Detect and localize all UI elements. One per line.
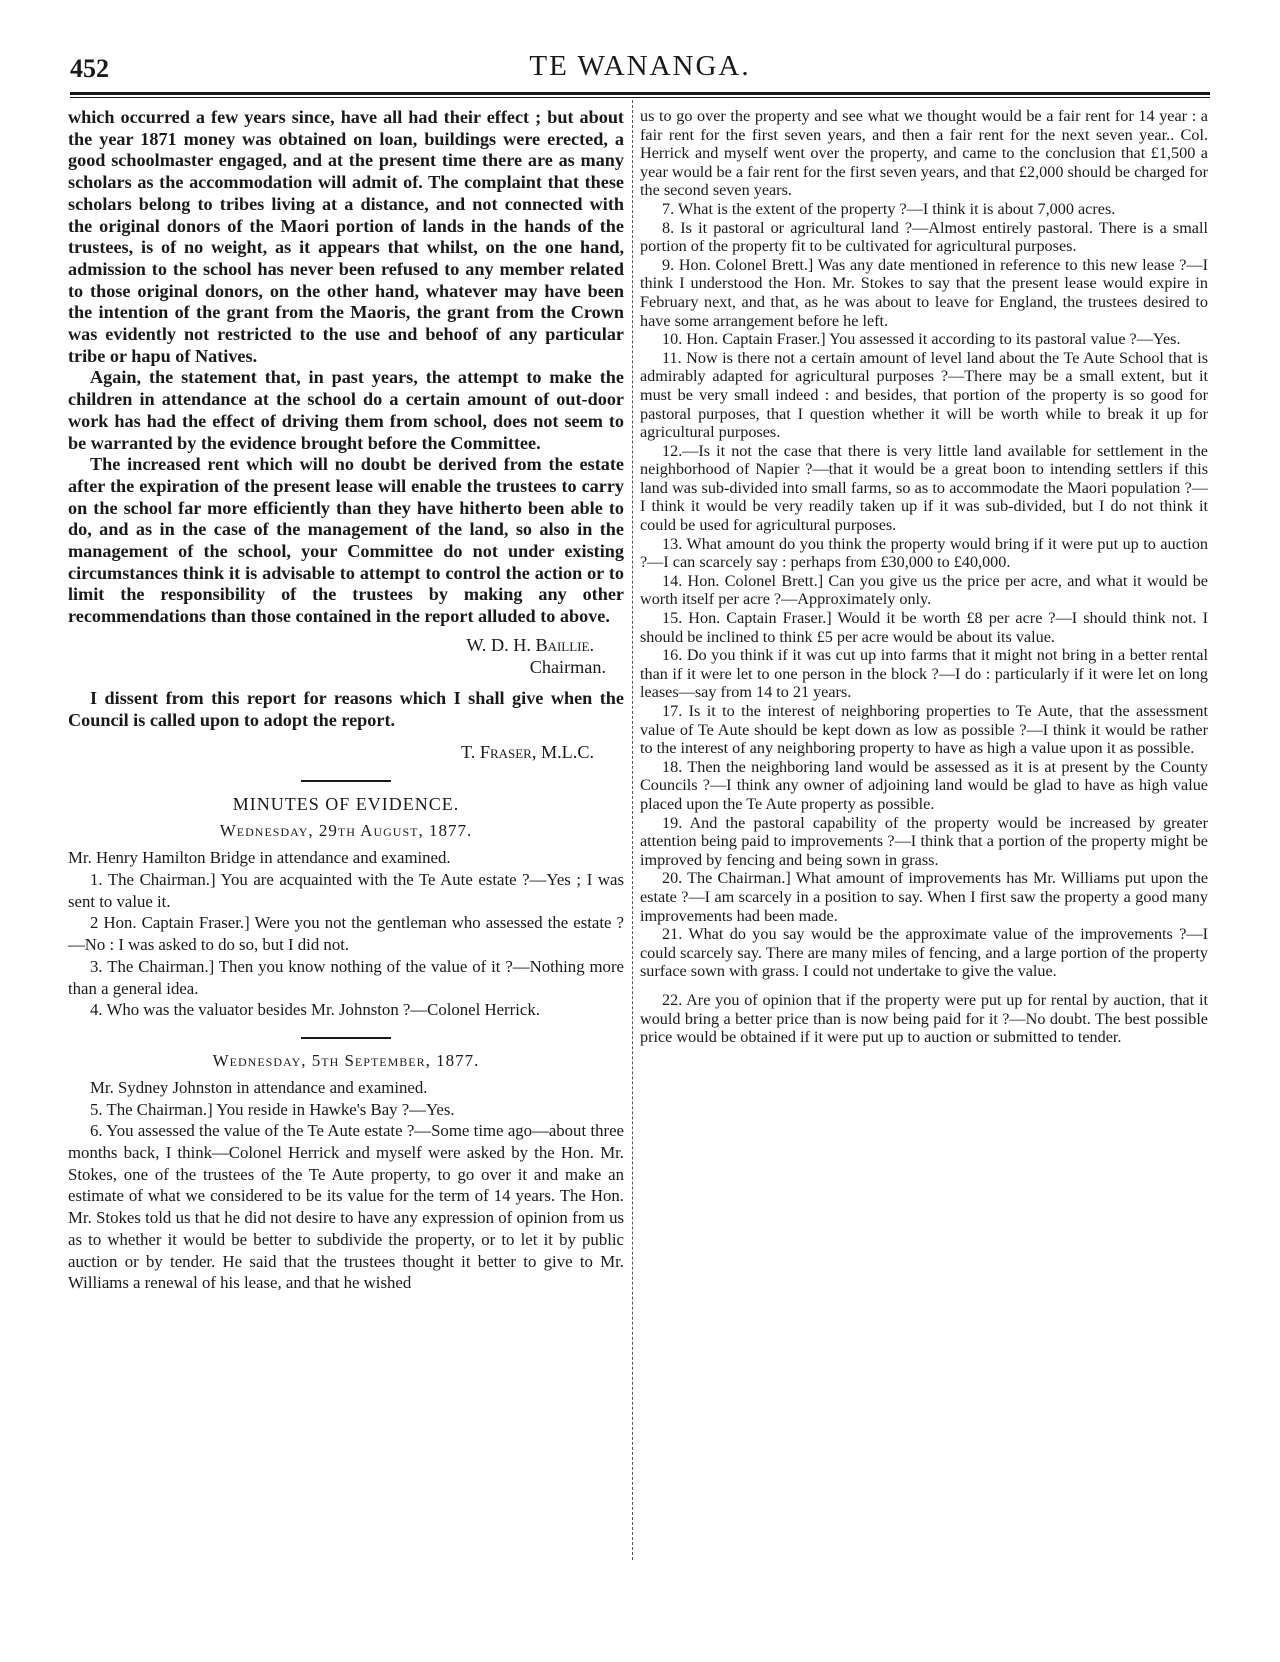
evidence-question: 18. Then the neighboring land would be assessed as it is at present by the County Councils ?—I think any owner of adjoining land would be glad to have as high value placed upon the Te Aute property as possible. bbox=[640, 757, 1208, 813]
signature-dissent: T. Fraser, M.L.C. bbox=[460, 742, 594, 763]
signature-role: Chairman. bbox=[529, 656, 606, 677]
session-date: Wednesday, 29th August, 1877. bbox=[219, 821, 473, 841]
report-paragraph: Again, the statement that, in past years, the attempt to make the children in attendance at the school do a certain amount of out-door work has had the effect of driving them from school, does not seem to be warranted by the evidence brought before the Committee. bbox=[68, 367, 624, 453]
evidence-question: 10. Hon. Captain Fraser.] You assessed it according to its pastoral value ?—Yes. bbox=[662, 330, 1181, 349]
witness-attendance: Mr. Henry Hamilton Bridge in attendance and examined. bbox=[68, 848, 451, 868]
evidence-question: 21. What do you say would be the approximate value of the improvements ?—I could scarcely say. There are many miles of fencing, and a large portion of the property surface sown with grass. I could not undertake to give the value. bbox=[640, 925, 1208, 981]
section-rule bbox=[301, 780, 391, 782]
evidence-question: 12.—Is it not the case that there is very little land available for settlement in the neighborhood of Napier ?—that it would be a great boon to intending settlers if this land was sub-divided into small farms, so as to accommodate the Maori population ?—I think it would be very readily taken up if it was sub-divided, but I do not think it could be used for agricultural purposes. bbox=[640, 441, 1208, 535]
evidence-question: 7. What is the extent of the property ?—I think it is about 7,000 acres. bbox=[662, 199, 1116, 218]
signature-chairman: W. D. H. Baillie. bbox=[466, 634, 594, 655]
evidence-question: 20. The Chairman.] What amount of improvements has Mr. Williams put upon the estate ?—I am scarcely in a position to say. When I first saw the property a good many improvements had been made. bbox=[640, 869, 1208, 925]
right-column bbox=[640, 107, 1208, 1047]
evidence-question: 14. Hon. Colonel Brett.] Can you give us the price per acre, and what it would be worth itself per acre ?—Approximately only. bbox=[640, 571, 1208, 609]
evidence-question: 11. Now is there not a certain amount of level land about the Te Aute School that is admirably adapted for agricultural purposes ?—There may be a small extent, but it must be very small indeed : and besides, that portion of the property is so good for pastoral purposes, that I question whether it will be worth while to break it up for agricultural purposes. bbox=[640, 348, 1208, 442]
evidence-question: 8. Is it pastoral or agricultural land ?—Almost entirely pastoral. There is a small portion of the property fit to be cultivated for agricultural purposes. bbox=[640, 218, 1208, 256]
evidence-question: 5. The Chairman.] You reside in Hawke's Bay ?—Yes. bbox=[90, 1099, 455, 1119]
evidence-question: 2 Hon. Captain Fraser.] Were you not the gentleman who assessed the estate ?—No : I was asked to do so, but I did not. bbox=[68, 913, 624, 955]
dissent-paragraph: I dissent from this report for reasons which I shall give when the Council is called upon to adopt the report. bbox=[68, 687, 624, 730]
left-column bbox=[68, 107, 624, 1294]
page-number: 452 bbox=[70, 54, 109, 83]
witness-attendance: Mr. Sydney Johnston in attendance and examined. bbox=[90, 1077, 428, 1097]
evidence-continuation: us to go over the property and see what we thought would be a fair rent for 14 year : a fair rent for the first seven years, and then a fair rent for the next seven year.. Col. Herrick and myself went over the property, and came to the conclusion that £1,500 a year would be a fair rent for the first seven years, and that £2,000 should be charged for the second seven years. bbox=[640, 107, 1208, 200]
evidence-question: 1. The Chairman.] You are acquainted with the Te Aute estate ?—Yes ; I was sent to value it. bbox=[68, 869, 624, 911]
header-rule-thick bbox=[70, 92, 1210, 95]
evidence-question: 19. And the pastoral capability of the property would be increased by greater attention being paid to improvements ?—I think that a portion of the property might be improved by fencing and being sown in grass. bbox=[640, 813, 1208, 869]
evidence-question: 4. Who was the valuator besides Mr. Johnston ?—Colonel Herrick. bbox=[90, 1000, 540, 1020]
header-rule-thin bbox=[70, 97, 1210, 98]
report-paragraph: The increased rent which will no doubt be derived from the estate after the expiration of the present lease will enable the trustees to carry on the school far more efficiently than they have hitherto been able to do, and as in the case of the management of the land, so also in the management of the school, your Committee do not under existing circumstances think it is advisable to attempt to control the action or to limit the responsibility of the trustees by making any other recommendations than those contained in the report alluded to above. bbox=[68, 454, 624, 627]
column-divider bbox=[632, 100, 634, 1560]
section-rule bbox=[301, 1037, 391, 1039]
evidence-question: 22. Are you of opinion that if the property were put up for rental by auction, that it would bring a better price than is now being paid for it ?—No doubt. The best possible price would be obtained if it were put up to auction or submitted to tender. bbox=[640, 990, 1208, 1047]
evidence-question: 3. The Chairman.] Then you know nothing of the value of it ?—Nothing more than a general idea. bbox=[68, 956, 624, 998]
section-heading: MINUTES OF EVIDENCE. bbox=[232, 794, 460, 815]
report-paragraph: which occurred a few years since, have all had their effect ; but about the year 1871 money was obtained on loan, buildings were erected, a good schoolmaster engaged, and at the present time there are as many scholars as the accommodation will admit of. The complaint that these scholars belong to tribes living at a distance, and not connected with the original donors of the Maori portion of lands in the hands of the trustees, is of no weight, as it appears that whilst, on the one hand, admission to the school has never been refused to any member related to those original donors, on the other hand, whatever may have been the intention of the grant from the Maoris, the grant from the Crown was evidently not restricted to the use and behoof of any particular tribe or hapu of Natives. bbox=[68, 107, 624, 366]
evidence-question: 15. Hon. Captain Fraser.] Would it be worth £8 per acre ?—I should think not. I should be inclined to think £5 per acre would be about its value. bbox=[640, 609, 1208, 646]
session-date: Wednesday, 5th September, 1877. bbox=[212, 1050, 480, 1070]
evidence-question: 9. Hon. Colonel Brett.] Was any date mentioned in reference to this new lease ?—I think I understood the Hon. Mr. Stokes to say that the present lease would expire in February next, and that, as he was about to leave for England, the trustees desired to have some arrangement before he left. bbox=[640, 255, 1208, 330]
evidence-question: 16. Do you think if it was cut up into farms that it might not bring in a better rental than if it were let to one person in the block ?—I do : particularly if it were let on long leases—say from 14 to 21 years. bbox=[640, 646, 1208, 702]
evidence-question: 13. What amount do you think the property would bring if it were put up to auction ?—I can scarcely say : perhaps from £30,000 to £40,000. bbox=[640, 534, 1208, 572]
evidence-question: 6. You assessed the value of the Te Aute estate ?—Some time ago—about three months back, I think—Colonel Herrick and myself were asked by the Hon. Mr. Stokes, one of the trustees of the Te Aute property, to go over it and make an estimate of what we considered to be its value for the term of 14 years. The Hon. Mr. Stokes told us that he did not desire to have any expression of opinion from us as to whether it would be better to subdivide the property, or to let it by public auction or by tender. He said that the trustees thought it better to give to Mr. Williams a renewal of his lease, and that he wished bbox=[68, 1121, 624, 1293]
evidence-question: 17. Is it to the interest of neighboring properties to Te Aute, that the assessment value of Te Aute should be kept down as low as possible ?—I think it would be rather to the interest of any neighboring property to have as high a value upon it as possible. bbox=[640, 702, 1208, 758]
masthead-title: TE WANANGA. bbox=[529, 50, 751, 82]
